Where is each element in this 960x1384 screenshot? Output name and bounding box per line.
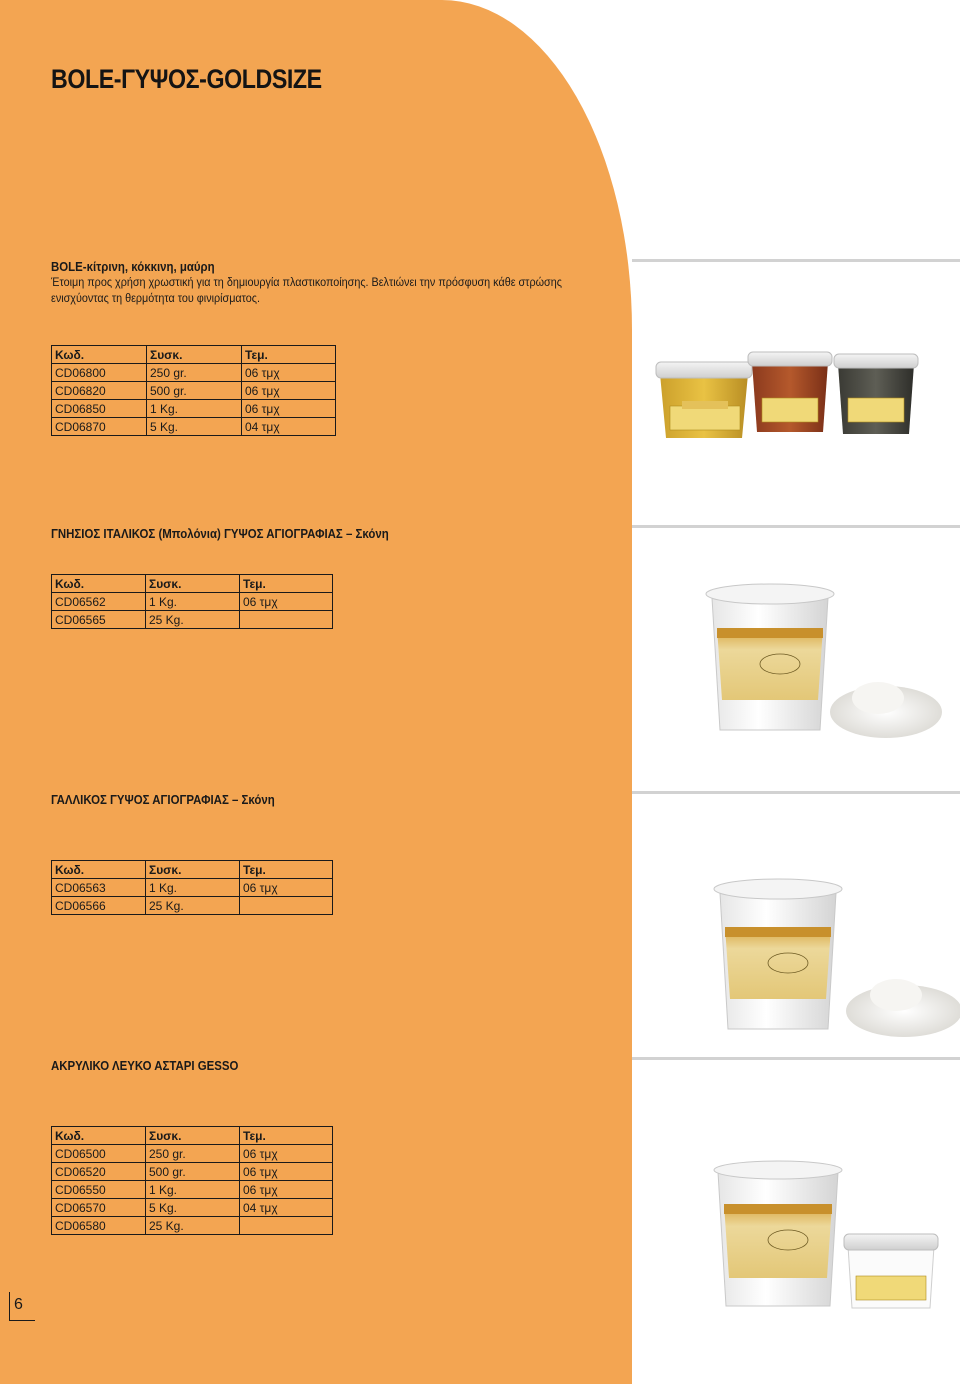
- cell-pieces: 04 τμχ: [240, 1199, 333, 1217]
- table-row: [52, 1163, 333, 1181]
- table-row: [52, 1217, 333, 1235]
- cell-code: CD06580: [52, 1217, 146, 1235]
- header-pieces: Τεμ.: [240, 1127, 333, 1145]
- cell-package: 5 Kg.: [146, 1199, 240, 1217]
- cell-code: CD06562: [52, 593, 146, 611]
- header-code: Κωδ.: [52, 861, 146, 879]
- cell-pieces: 06 τμχ: [242, 382, 336, 400]
- table-row: [52, 1145, 333, 1163]
- gesso-bucket-and-jar-photo: [708, 1160, 948, 1310]
- cell-package: 1 Kg.: [147, 400, 242, 418]
- cell-package: 1 Kg.: [146, 593, 240, 611]
- header-pieces: Τεμ.: [240, 575, 333, 593]
- cell-code: CD06800: [52, 364, 147, 382]
- cell-pieces: [240, 897, 333, 915]
- cell-package: 25 Kg.: [146, 897, 240, 915]
- section-heading-acrylic-gesso: ΑΚΡΥΛΙΚΟ ΛΕΥΚΟ ΑΣΤΑΡΙ GESSO: [51, 1058, 239, 1073]
- description-line: ενισχύοντας τη θερμότητα του φινιρίσματος.: [51, 291, 260, 305]
- cell-pieces: 06 τμχ: [240, 1163, 333, 1181]
- cell-package: 250 gr.: [147, 364, 242, 382]
- table-row: [52, 611, 333, 629]
- cell-code: CD06520: [52, 1163, 146, 1181]
- cell-code: CD06500: [52, 1145, 146, 1163]
- cell-code: CD06870: [52, 418, 147, 436]
- gesso-bucket-with-powder-photo: [700, 580, 942, 748]
- cell-package: 25 Kg.: [146, 1217, 240, 1235]
- cell-package: 25 Kg.: [146, 611, 240, 629]
- page-number: 6: [14, 1296, 23, 1313]
- cell-code: CD06570: [52, 1199, 146, 1217]
- section-divider: [632, 791, 960, 794]
- section-heading-bole: BOLE-κίτρινη, κόκκινη, μαύρη: [51, 259, 215, 274]
- cell-code: CD06566: [52, 897, 146, 915]
- product-table-acrylic-gesso: [51, 1126, 333, 1235]
- section-heading-italian-gesso: ΓΝΗΣΙΟΣ ΙΤΑΛΙΚΟΣ (Μπολόνια) ΓΥΨΟΣ ΑΓΙΟΓΡΑΦΙΑΣ – Σκόνη: [51, 526, 389, 541]
- description-line: Έτοιμη προς χρήση χρωστική για τη δημιουργία πλαστικοποίησης. Βελτιώνει την πρόσφυση κάθε στρώσης: [51, 275, 562, 289]
- table-row: [52, 1181, 333, 1199]
- table-row: [52, 382, 336, 400]
- cell-code: CD06563: [52, 879, 146, 897]
- cell-package: 500 gr.: [146, 1163, 240, 1181]
- section-heading-french-gesso: ΓΑΛΛΙΚΟΣ ΓΥΨΟΣ ΑΓΙΟΓΡΑΦΙΑΣ – Σκόνη: [51, 792, 275, 807]
- cell-code: CD06850: [52, 400, 147, 418]
- cell-package: 5 Kg.: [147, 418, 242, 436]
- product-table-french-gesso: [51, 860, 333, 915]
- table-header-row: [52, 1127, 333, 1145]
- header-pieces: Τεμ.: [242, 346, 336, 364]
- table-row: [52, 364, 336, 382]
- cell-pieces: 04 τμχ: [242, 418, 336, 436]
- cell-pieces: 06 τμχ: [240, 1145, 333, 1163]
- table-row: [52, 897, 333, 915]
- table-row: [52, 879, 333, 897]
- cell-pieces: 06 τμχ: [242, 364, 336, 382]
- cell-code: CD06565: [52, 611, 146, 629]
- product-table-italian-gesso: [51, 574, 333, 629]
- section-divider: [632, 525, 960, 528]
- header-pieces: Τεμ.: [240, 861, 333, 879]
- three-bole-jars-photo: [648, 346, 938, 446]
- header-package: Συσκ.: [146, 1127, 240, 1145]
- cell-pieces: 06 τμχ: [242, 400, 336, 418]
- cell-package: 250 gr.: [146, 1145, 240, 1163]
- gesso-bucket-with-powder-photo: [708, 875, 960, 1043]
- cell-pieces: 06 τμχ: [240, 593, 333, 611]
- page-title: BOLE-ΓΥΨΟΣ-GOLDSIZE: [51, 64, 322, 94]
- header-code: Κωδ.: [52, 575, 146, 593]
- table-header-row: [52, 346, 336, 364]
- cell-package: 1 Kg.: [146, 879, 240, 897]
- table-row: [52, 1199, 333, 1217]
- header-code: Κωδ.: [52, 346, 147, 364]
- table-header-row: [52, 861, 333, 879]
- table-row: [52, 418, 336, 436]
- page-number-rule: [9, 1292, 10, 1320]
- cell-package: 500 gr.: [147, 382, 242, 400]
- cell-pieces: 06 τμχ: [240, 1181, 333, 1199]
- page-number-rule: [9, 1320, 35, 1321]
- header-package: Συσκ.: [146, 861, 240, 879]
- product-table-bole: [51, 345, 336, 436]
- header-package: Συσκ.: [146, 575, 240, 593]
- header-code: Κωδ.: [52, 1127, 146, 1145]
- table-row: [52, 400, 336, 418]
- cell-code: CD06820: [52, 382, 147, 400]
- section-divider: [632, 1057, 960, 1060]
- section-description-bole: [51, 274, 562, 306]
- header-package: Συσκ.: [147, 346, 242, 364]
- cell-pieces: [240, 1217, 333, 1235]
- section-divider: [632, 259, 960, 262]
- cell-pieces: 06 τμχ: [240, 879, 333, 897]
- table-row: [52, 593, 333, 611]
- cell-package: 1 Kg.: [146, 1181, 240, 1199]
- table-header-row: [52, 575, 333, 593]
- cell-code: CD06550: [52, 1181, 146, 1199]
- cell-pieces: [240, 611, 333, 629]
